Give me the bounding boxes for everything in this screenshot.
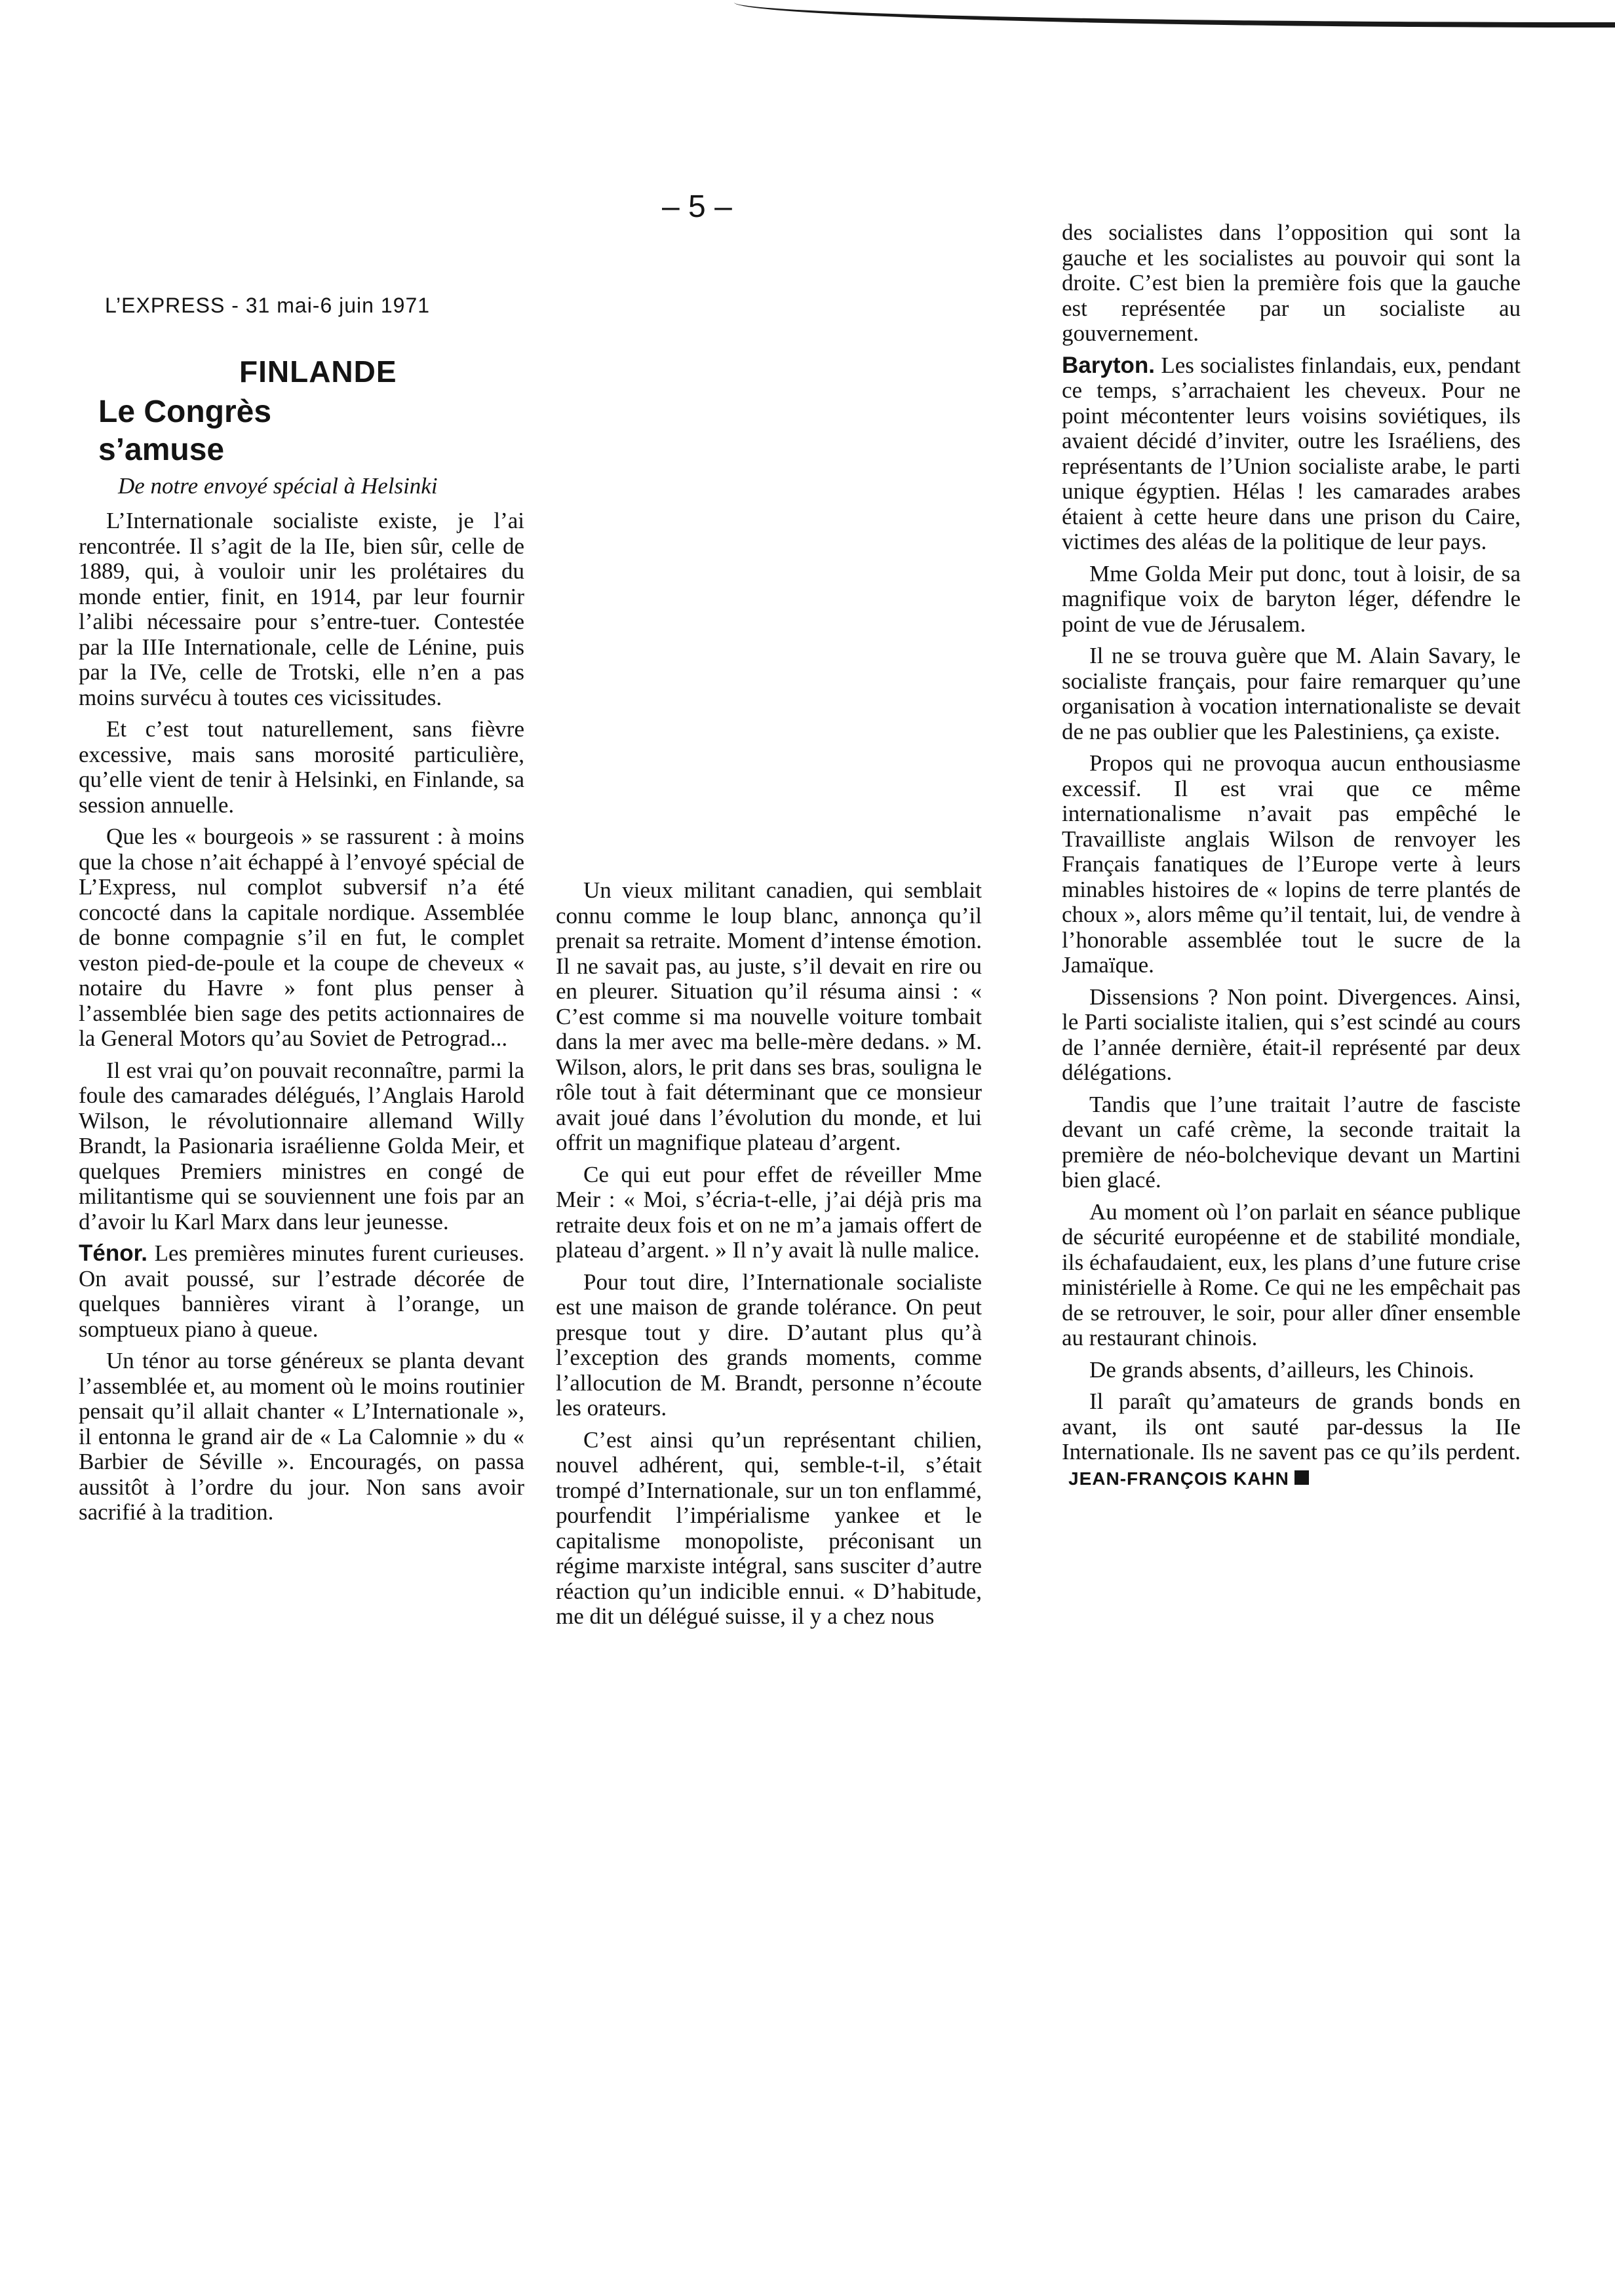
page-number: – 5 –: [662, 189, 732, 224]
subheading-tenor: Ténor.: [79, 1240, 148, 1266]
paragraph: [79, 1241, 524, 1342]
article-kicker: FINLANDE: [239, 354, 397, 389]
article-title: [98, 393, 271, 469]
subheading-baryton: Baryton.: [1062, 352, 1155, 378]
article-byline: De notre envoyé spécial à Helsinki: [118, 473, 438, 499]
paragraph: Pour tout dire, l’Internationale socialiste est une maison de grande tolérance. On peut presque tout y dire. D’autant plus qu’à l’exception des grands moments, comme l’allocution de M. Brandt, personne n’écoute les orateurs.: [556, 1269, 982, 1421]
paragraph: Il ne se trouva guère que M. Alain Savary, le socialiste français, pour faire remarquer qu’une organisation à vocation internationaliste se devait de ne pas oublier que les Palestiniens, ça existe.: [1062, 643, 1521, 744]
scan-top-rule: [734, 0, 1615, 28]
paragraph: des socialistes dans l’opposition qui sont la gauche et les socialistes au pouvoir qui sont la droite. C’est bien la première fois que la gauche est représentée par un socialiste au gouvernement.: [1062, 220, 1521, 346]
paragraph: Que les « bourgeois » se rassurent : à moins que la chose n’ait échappé à l’envoyé spécial de L’Express, nul complot subversif n’a été concocté dans la capitale nordique. Assemblée de bonne compagnie s’il en fut, le complet veston pied-de-poule et la coupe de cheveux « notaire du Havre » font plus penser à l’assemblée bien sage des petits actionnaires de la General Motors qu’au Soviet de Petrograd...: [79, 824, 524, 1051]
paragraph: Il est vrai qu’on pouvait reconnaître, parmi la foule des camarades délégués, l’Anglais Harold Wilson, le révolutionnaire allemand Willy Brandt, la Pasionaria israélienne Golda Meir, et quelques Premiers ministres en congé de militantisme qui se souviennent une fois par an d’avoir lu Karl Marx dans leur jeunesse.: [79, 1057, 524, 1234]
title-line-1: Le Congrès: [98, 394, 272, 429]
paragraph: Et c’est tout naturellement, sans fièvre excessive, mais sans morosité particulière, qu’elle vient de tenir à Helsinki, en Finlande, sa session annuelle.: [79, 716, 524, 818]
column-2: [556, 878, 982, 1630]
paragraph: Tandis que l’une traitait l’autre de fasciste devant un café crème, la seconde traitait la première de néo-bolchevique devant un Martini bien glacé.: [1062, 1091, 1521, 1193]
column-3: [1062, 220, 1521, 1491]
tenor-text: Les premières minutes furent curieuses. On avait poussé, sur l’estrade décorée de quelques bannières virant à l’orange, un somptueux piano à queue.: [79, 1240, 525, 1342]
closing-text: Il paraît qu’amateurs de grands bonds en avant, ils ont sauté par-dessus la IIe Internationale. Ils ne savent pas ce qu’ils perdent.: [1062, 1388, 1521, 1464]
paragraph: C’est ainsi qu’un représentant chilien, nouvel adhérent, qui, semble-t-il, s’était trompé d’Internationale, sur un ton enflammé, pourfendit l’impérialisme yankee et le capitalisme monopoliste, préconisant un régime marxiste intégral, sans susciter d’autre réaction qu’un indicible ennui. « D’habitude, me dit un délégué suisse, il y a chez nous: [556, 1426, 982, 1629]
paragraph: De grands absents, d’ailleurs, les Chinois.: [1089, 1356, 1475, 1383]
paragraph: Au moment où l’on parlait en séance publique de sécurité européenne et de stabilité mondiale, ils échafaudaient, eux, les plans d’une future crise ministérielle à Rome. Ce qui ne les empêchait pas de se retrouver, le soir, pour aller dîner ensemble au restaurant chinois.: [1062, 1198, 1521, 1350]
author-signature: JEAN-FRANÇOIS KAHN: [1068, 1468, 1289, 1489]
paragraph: L’Internationale socialiste existe, je l’ai rencontrée. Il s’agit de la IIe, bien sûr, celle de 1889, qui, à vouloir unir les prolétaires du monde entier, finit, en 1914, par leur fournir l’alibi nécessaire pour s’entre-tuer. Contestée par la IIIe Internationale, celle de Lénine, puis par la IVe, celle de Trotski, elle n’en a pas moins survécu à toutes ces vicissitudes.: [79, 508, 524, 710]
column-1: [79, 508, 524, 1525]
baryton-text: Les socialistes finlandais, eux, pendant ce temps, s’arrachaient les cheveux. Pour ne point mécontenter leurs voisins soviétiques, ils avaient décidé d’inviter, outre les Israéliens, des représentants de l’Union socialiste arabe, le parti unique égyptien. Hélas ! les camarades arabes étaient à cette heure dans une prison du Caire, victimes des aléas de la politique de leur pays.: [1062, 352, 1521, 554]
publication-header: L’EXPRESS - 31 mai-6 juin 1971: [105, 294, 431, 317]
title-line-2: s’amuse: [98, 432, 225, 467]
paragraph: Ce qui eut pour effet de réveiller Mme Meir : « Moi, s’écria-t-elle, j’ai déjà pris ma retraite deux fois et on ne m’a jamais offert de plateau d’argent. » Il n’y avait là nulle malice.: [556, 1161, 982, 1263]
paragraph: Dissensions ? Non point. Divergences. Ainsi, le Parti socialiste italien, qui s’est scindé au cours de l’année dernière, était-il représenté par deux délégations.: [1062, 984, 1521, 1085]
paragraph: Propos qui ne provoqua aucun enthousiasme excessif. Il est vrai que ce même internationalisme n’avait pas empêché le Travailliste anglais Wilson de renvoyer les Français fanatiques de l’Europe verte à leurs minables histoires de « lopins de terre plantés de choux », alors même qu’il tentait, lui, de vendre à l’honorable assemblée tout le sucre de la Jamaïque.: [1062, 750, 1521, 978]
paragraph: [1062, 353, 1521, 555]
paragraph: Un vieux militant canadien, qui semblait connu comme le loup blanc, annonça qu’il prenait sa retraite. Moment d’intense émotion. Il ne savait pas, au juste, s’il devait en rire ou en pleurer. Situation qu’il résuma ainsi : « C’est comme si ma nouvelle voiture tombait dans la mer avec ma belle-mère dedans. » M. Wilson, alors, le prit dans ses bras, souligna le rôle tout à fait déterminant que ce monsieur avait joué dans l’évolution du monde, et lui offrit un magnifique plateau d’argent.: [556, 877, 982, 1155]
paragraph: [1062, 1389, 1521, 1491]
end-mark-icon: [1294, 1470, 1309, 1485]
paragraph: Un ténor au torse généreux se planta devant l’assemblée et, au moment où le moins routinier pensait qu’il allait chanter « L’Internationale », il entonna le grand air de « La Calomnie » du « Barbier de Séville ». Encouragés, on passa aussitôt à l’ordre du jour. Non sans avoir sacrifié à la tradition.: [79, 1348, 524, 1525]
paragraph: Mme Golda Meir put donc, tout à loisir, de sa magnifique voix de baryton léger, défendre le point de vue de Jérusalem.: [1062, 560, 1521, 637]
